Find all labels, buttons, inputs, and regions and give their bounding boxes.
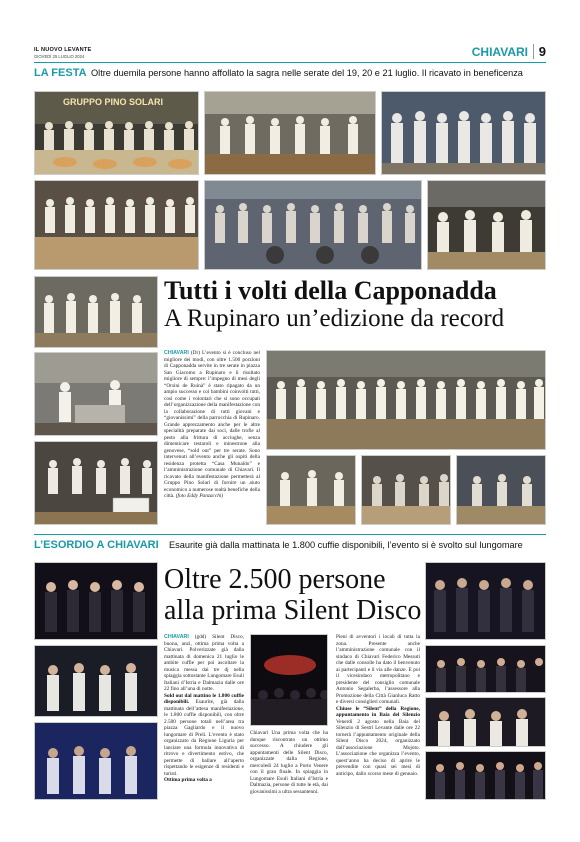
photo-cooks-serving xyxy=(266,455,356,525)
story2-subline: Esaurite già dalla mattinata le 1.800 cuffie disponibili, l’evento si è svolto sul lungomare xyxy=(169,540,523,550)
story2-rule xyxy=(34,534,546,535)
photo-diners xyxy=(361,455,451,525)
story2-col3-text-b: Venerdì 2 agosto nella Baia del Silenzio di Sestri Levante dalle ore 22 tornerà l’appuntamento originale della Silent Disco 2024, organizzato dall’associazione Mojoto. L’associazione che organizza l’evento, quest’anno ha deciso di aprire le prevendite con quasi sei mesi di anticipo, dallo scorso mese di gennaio. xyxy=(336,718,420,777)
story1-body xyxy=(164,350,260,500)
photo-sign-text: GRUPPO PINO SOLARI xyxy=(63,97,164,107)
photo-kitchen-staff xyxy=(204,91,376,175)
header-rule xyxy=(34,62,546,63)
story1-kicker: LA FESTA xyxy=(34,67,87,79)
story1-photo-credit: (foto Eddy Panzacchi) xyxy=(175,493,224,499)
story1-subline: Oltre duemila persone hanno affollato la sagra nelle serate del 19, 20 e 21 luglio. Il ricavato in beneficenza xyxy=(91,68,523,78)
story2-dateline: CHIAVARI xyxy=(164,634,189,640)
photo-disco-dancers xyxy=(425,751,546,800)
story2-col1-end: Ottima prima volta a xyxy=(164,777,212,783)
photo-disco-crowd xyxy=(425,645,546,693)
photo-volunteers-with-sign xyxy=(34,91,199,175)
photo-group-men xyxy=(381,91,546,175)
story2-author: (gdd) xyxy=(194,634,207,640)
story1-headline: Tutti i volti della Capponadda xyxy=(164,276,497,305)
photo-disco-headphones xyxy=(34,645,158,717)
issue-date: GIOVEDÌ 25 LUGLIO 2024 xyxy=(34,54,85,59)
photo-cook-frying xyxy=(34,352,158,436)
story2-col3-text: Pieni di avventori i locali di tutta la zona. Presente anche l’amministrazione comunale con il sindaco di Chiavari Federico Messuti che dalle consolle ha dato il benvenuto ai partecipanti e il via alle danze. E poi il vicesindaco metropolitano e presidente del consiglio comunale Antonio Segalerba, l’assessore alla Promozione della Città Gianluca Ratto e diversi consiglieri comunali. xyxy=(336,634,420,705)
story2-col3-subhead: Chiuse le “Silent” della Regione, appuntamento in Baia del Silenzio xyxy=(336,705,420,718)
photo-volunteers-small xyxy=(34,276,158,348)
story2-col3 xyxy=(336,634,420,777)
photo-crowd-elderly xyxy=(204,180,422,270)
story1-text: L’evento si è concluso nel migliore dei modi, con oltre 1.500 porzioni di Capponadda servite in tre serate in piazza San Giacomo a Rupinaro e il risultato migliore di sempre: l’impegno di mesi degli “Orsini de Ruinà” è stato ripagato da un ampio successo e coi bambini coinvolti tutti, così come i volontari che si sono occupati dell’organizzazione della manifestazione con la collaborazione di tutti giovani e “giovanissimi” della parrocchia di Rupinaro. Grande apprezzamento anche per le altre specialità preparate dai soci, dalle trofie al pesto alla frittura di acciughe, senza dimenticare testaroli e minestrone alla genovese, “sold out” per tre serate. Sono intervenuti all’evento anche gli ospiti della residenza protetta “Casa Munaldo” e l’amministrazione comunale di Chiavari. Il ricavato della manifestazione permetterà al Gruppo Pino Solari di fornire un aiuto economico a numerose realtà benefiche della città. xyxy=(164,350,261,499)
story2-col1-subhead: Sold out dal mattino le 1.800 cuffie disponibili. xyxy=(164,692,244,705)
photo-family-table xyxy=(456,455,546,525)
page-number: 9 xyxy=(533,44,546,59)
story1-dateline: CHIAVARI xyxy=(164,350,189,356)
story2-col2: Chiavari Una prima volta che ha dunque riscontrato un ottimo successo. A chiudere gli appuntamenti delle Silent Disco, organizzate dalla Regione, mercoledì 24 luglio a Porto Venere con il gran finale. In spiaggia in Lungomare Esuli Italiani d’Istria e Dalmazia, persone di tutte le età, dai giovanissimi a ultra sessantenni. xyxy=(250,730,328,795)
story2-col1-text-b: Esaurite, già dalla mattinata dell’attesa manifestazione, le 1.800 cuffie disponibili, con oltre 2.500 persone totali nell’area tra piazza Gagliardo e il nuovo lungomare di Preli. L’evento è stato organizzato da Regione Liguria per lanciare una formula innovativa di ritrovo e divertimento estivo, che permette di ballare all’aperto rispettando le esigenze di residenti e turisti. xyxy=(164,699,245,777)
newspaper-name: IL NUOVO LEVANTE xyxy=(34,47,92,53)
photo-cooks-kitchen xyxy=(427,180,546,270)
photo-disco-stage xyxy=(250,634,328,726)
story2-col1-text: Silent Disco, buona, anzi, ottima prima volta a Chiavari. Polverizzate già dalla mattinata di domenica 21 luglio le ambite cuffie per poi ascoltare la musica messa dai tre dj nella spiaggia sottostante Lungomare Esuli Italiani d’Istria e Dalmazia dalle ore 22 fino all’una di notte. xyxy=(164,634,245,692)
story2-headline-line2: alla prima Silent Disco xyxy=(164,595,422,626)
photo-sign-and-team xyxy=(34,441,158,525)
photo-cooks-table xyxy=(34,180,199,270)
story2-headline-line1: Oltre 2.500 persone xyxy=(164,564,386,595)
photo-disco-women xyxy=(34,562,158,640)
photo-disco-blue-lights xyxy=(34,722,158,800)
story2-col1 xyxy=(164,634,244,784)
photo-disco-group xyxy=(425,562,546,640)
story2-kicker: L’ESORDIO A CHIAVARI xyxy=(34,539,159,551)
section-title: CHIAVARI xyxy=(471,45,528,59)
photo-disco-friends xyxy=(425,697,546,747)
photo-big-group xyxy=(266,350,546,450)
story1-subheadline: A Rupinaro un’edizione da record xyxy=(164,305,505,332)
story1-author: (Dr) xyxy=(190,350,200,356)
